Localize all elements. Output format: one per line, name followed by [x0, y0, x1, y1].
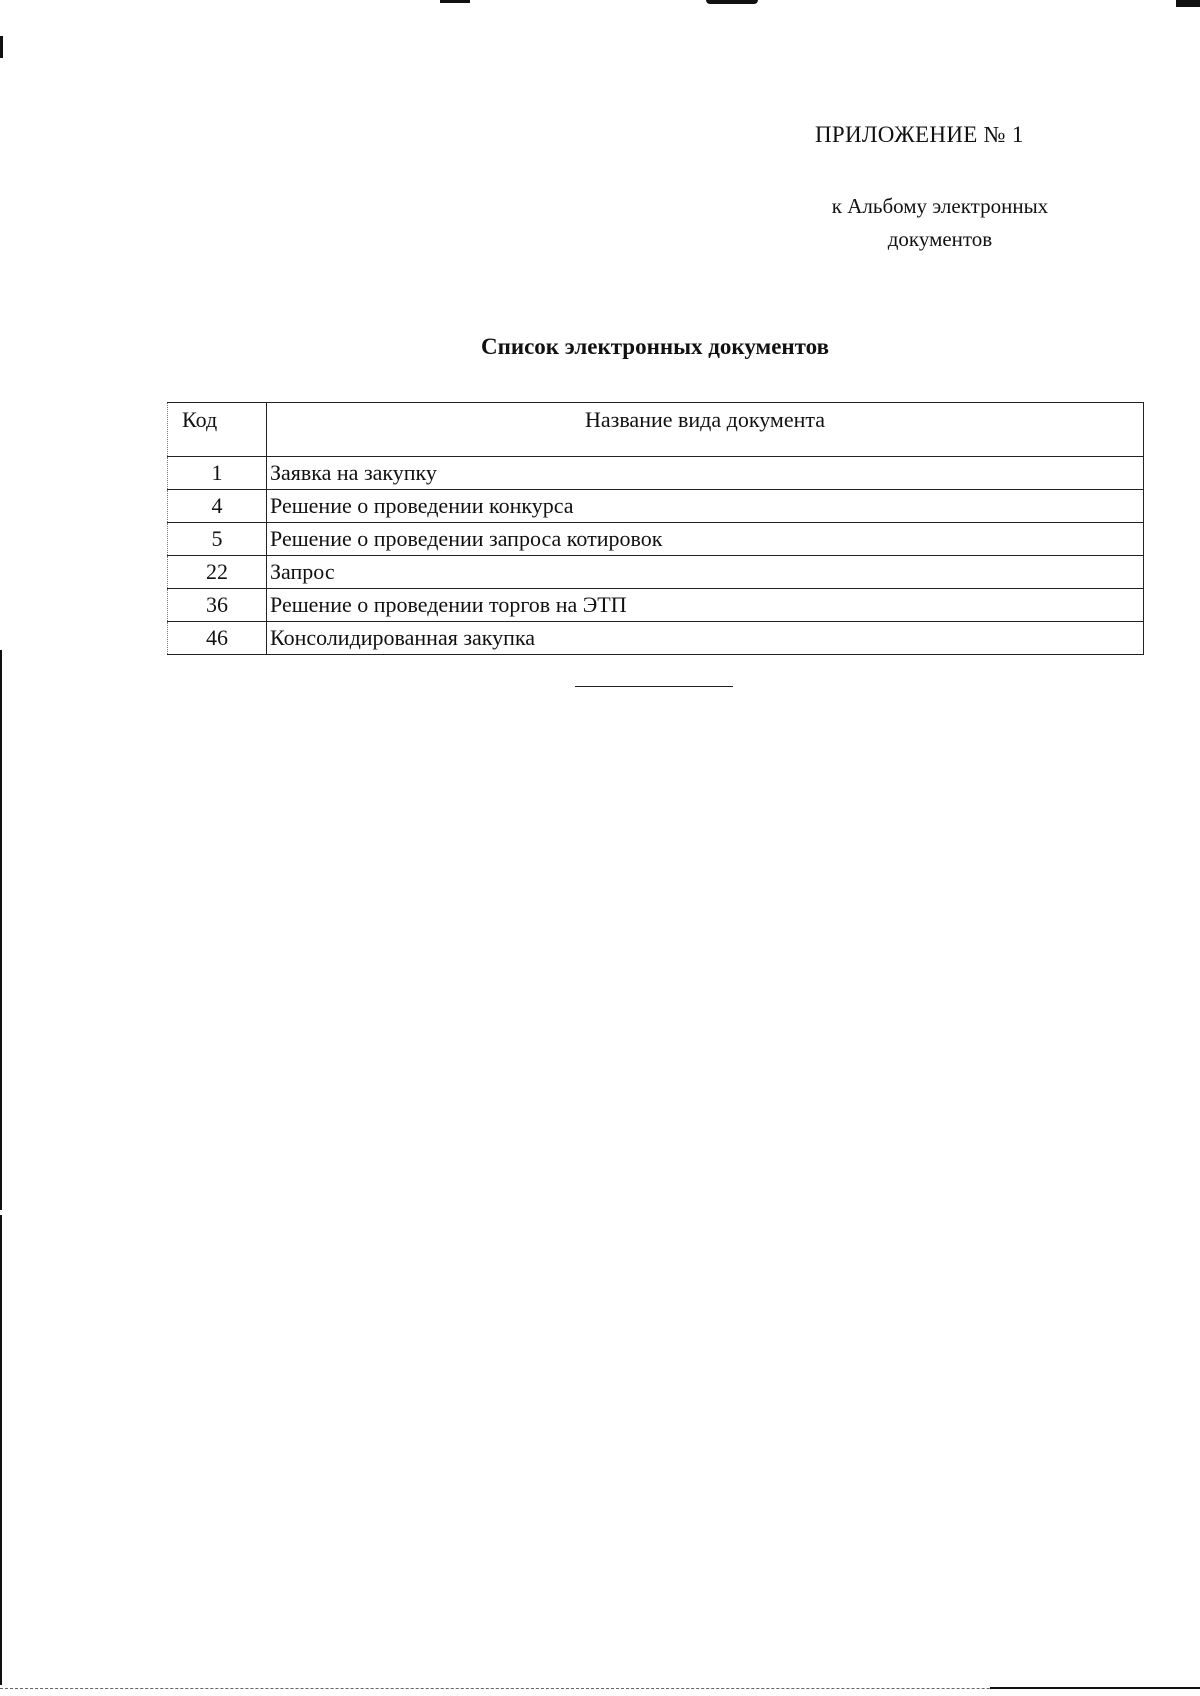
appendix-subtitle-line1: к Альбому электронных: [831, 194, 1049, 218]
cell-code: 46: [168, 622, 267, 655]
scan-artifact: [1176, 0, 1200, 7]
scan-artifact: [0, 1215, 2, 1685]
documents-table: [167, 402, 1144, 655]
cell-code: 4: [168, 490, 267, 523]
cell-code: 5: [168, 523, 267, 556]
table-row: [168, 457, 1144, 490]
scan-artifact: [990, 1687, 1200, 1689]
cell-name: Заявка на закупку: [267, 457, 1144, 490]
cell-name: Консолидированная закупка: [267, 622, 1144, 655]
end-divider: [575, 686, 733, 687]
appendix-title: ПРИЛОЖЕНИЕ № 1: [815, 122, 1024, 147]
column-header-name: Название вида документа: [267, 403, 1144, 457]
table-row: [168, 622, 1144, 655]
cell-code: 36: [168, 589, 267, 622]
cell-code: 1: [168, 457, 267, 490]
table-row: [168, 556, 1144, 589]
page-title-text: Список электронных документов: [480, 334, 830, 359]
table-header-row: [168, 403, 1144, 457]
cell-name: Решение о проведении торгов на ЭТП: [267, 589, 1144, 622]
cell-code: 22: [168, 556, 267, 589]
column-header-code: Код: [168, 403, 267, 457]
scan-artifact: [440, 0, 470, 3]
table-row: [168, 589, 1144, 622]
scan-artifact: [0, 36, 3, 58]
table-row: [168, 523, 1144, 556]
cell-name: Решение о проведении конкурса: [267, 490, 1144, 523]
page-title: [0, 334, 1200, 360]
scan-artifact: [0, 650, 2, 1210]
table-row: [168, 490, 1144, 523]
cell-name: Решение о проведении запроса котировок: [267, 523, 1144, 556]
cell-name: Запрос: [267, 556, 1144, 589]
appendix-subtitle-line2: документов: [887, 227, 993, 251]
appendix-subtitle: [780, 190, 1100, 256]
scan-artifact: [706, 0, 758, 4]
